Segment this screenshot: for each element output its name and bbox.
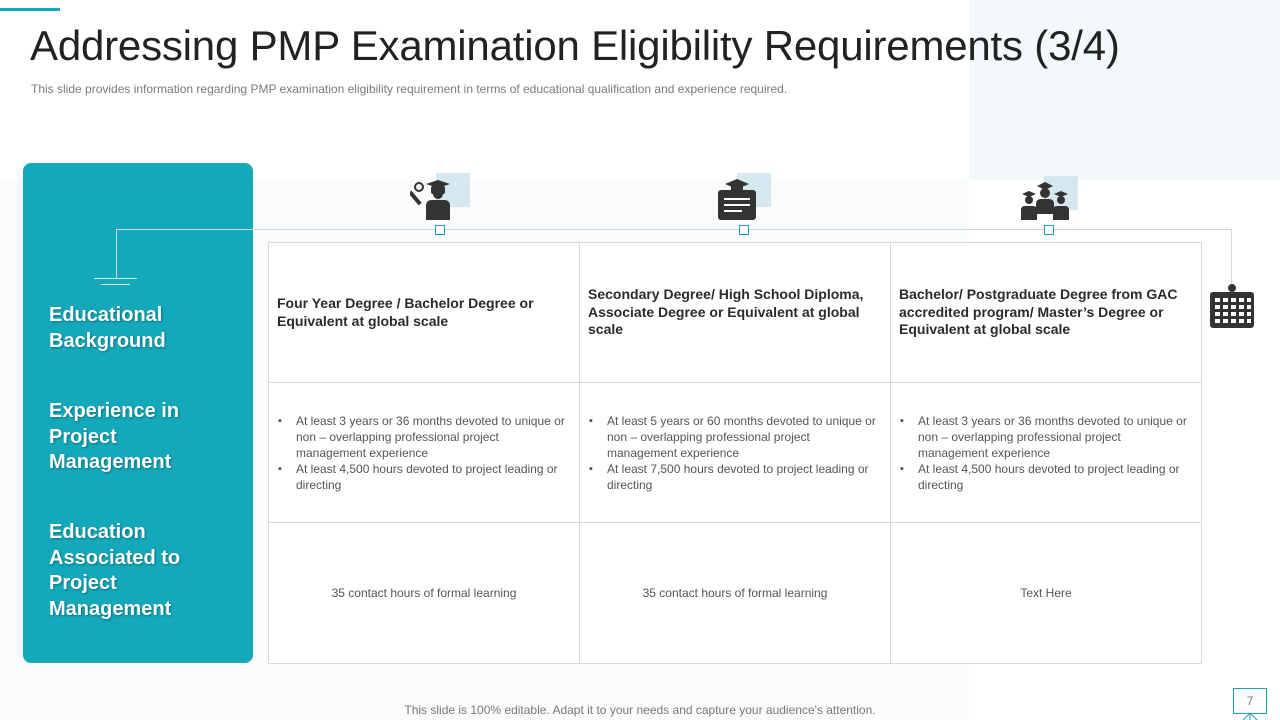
training-text: 35 contact hours of formal learning (642, 586, 828, 600)
column-marker-2 (739, 225, 749, 235)
experience-bullet: ▪ At least 5 years or 60 months devoted to unique or non – overlapping professional project management experience (588, 413, 880, 461)
education-requirement-text: Four Year Degree / Bachelor Degree or Equivalent at global scale (277, 295, 534, 329)
ground-line-1 (94, 278, 137, 279)
experience-bullet: ▪ At least 4,500 hours devoted to project leading or directing (277, 461, 569, 493)
row-label-education-associated: Education Associated to Project Management (49, 521, 181, 620)
ground-line-2 (101, 284, 130, 285)
experience-bullet: ▪ At least 3 years or 36 months devoted to unique or non – overlapping professional project management experience (277, 413, 569, 461)
education-requirement-text: Secondary Degree/ High School Diploma, Associate Degree or Equivalent at global scale (588, 286, 864, 338)
table-cell-education-col2 (580, 243, 891, 383)
slide-title: Addressing PMP Examination Eligibility Requirements (3/4) (30, 22, 1120, 69)
page-number-box (1233, 688, 1267, 714)
column-marker-1 (435, 225, 445, 235)
graduates-group-icon (1020, 180, 1064, 224)
experience-bullet: ▪ At least 4,500 hours devoted to project leading or directing (899, 461, 1191, 493)
experience-list (588, 413, 880, 493)
footer-note: This slide is 100% editable. Adapt it to your needs and capture your audience's attention. (404, 703, 876, 717)
slide-subtitle: This slide provides information regarding PMP examination eligibility requirement in terms of educational qualification and experience required. (31, 82, 788, 96)
experience-list (899, 413, 1191, 493)
table-cell-experience-col2 (580, 383, 891, 523)
connector-line-left-drop (116, 229, 117, 279)
page-number: 7 (1246, 694, 1254, 708)
table-cell-experience-col3 (891, 383, 1201, 523)
table-cell-training-col2 (580, 523, 891, 663)
connector-line-right-drop (1231, 229, 1232, 285)
education-requirement-text: Bachelor/ Postgraduate Degree from GAC accredited program/ Master’s Degree or Equivalent at global scale (899, 286, 1178, 338)
row-label-educational-background: Educational Background (49, 304, 166, 352)
graduate-with-diploma-icon (410, 178, 454, 222)
training-text: Text Here (1020, 586, 1072, 600)
title-accent-line (0, 8, 60, 11)
table-cell-training-col1 (269, 523, 580, 663)
eligibility-table (268, 242, 1202, 664)
certificate-icon (715, 178, 759, 222)
table-cell-experience-col1 (269, 383, 580, 523)
table-cell-training-col3 (891, 523, 1201, 663)
column-marker-3 (1044, 225, 1054, 235)
easel-legs-icon (1240, 713, 1260, 720)
experience-bullet: ▪ At least 3 years or 36 months devoted to unique or non – overlapping professional project management experience (899, 413, 1191, 461)
connector-line-horizontal (116, 229, 1231, 230)
table-cell-education-col3 (891, 243, 1201, 383)
training-text: 35 contact hours of formal learning (331, 586, 517, 600)
experience-list (277, 413, 569, 493)
calendar-board-icon (1209, 284, 1255, 330)
table-cell-education-col1 (269, 243, 580, 383)
experience-bullet: ▪ At least 7,500 hours devoted to project leading or directing (588, 461, 880, 493)
row-label-experience: Experience in Project Management (49, 400, 180, 473)
